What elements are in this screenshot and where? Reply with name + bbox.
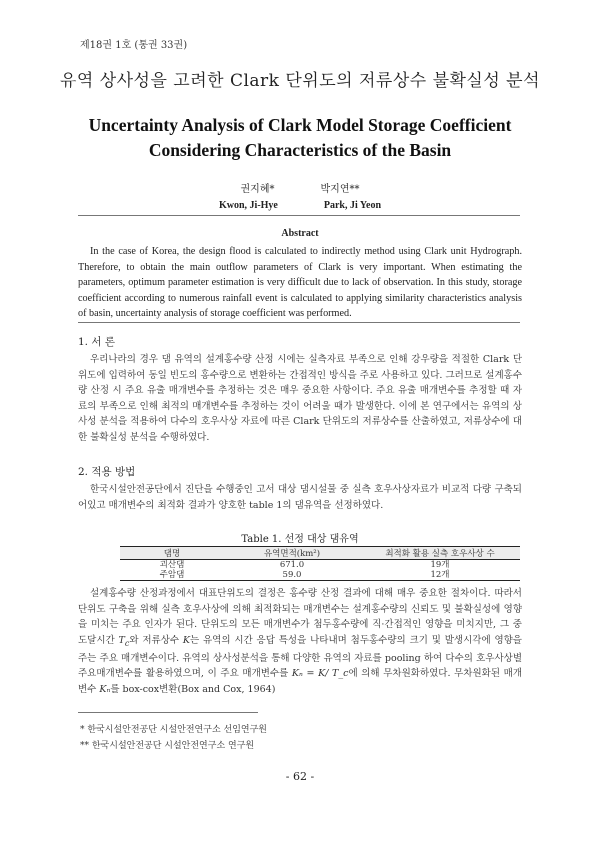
author-block [0, 180, 600, 211]
equation-kn: Kₙ = K/ T_c [291, 668, 349, 680]
table-cell: 괴산댐 [159, 560, 185, 570]
author-1-kr: 권지혜* [240, 184, 275, 195]
table-cell: 59.0 [224, 570, 360, 581]
abstract-heading: Abstract [281, 228, 319, 239]
variable-k: K [182, 634, 190, 646]
variable-tc: $T_c$ [118, 634, 130, 648]
author-2-en: Park, Ji Yeon [323, 200, 382, 211]
body-text: 와 저류상수 [129, 634, 183, 646]
table-header-area: 유역면적(km²) [224, 547, 360, 560]
author-2-kr: 박지연** [320, 184, 360, 195]
footnote-1: * 한국시설안전공단 시설안전연구소 선임연구원 [80, 725, 267, 735]
table-cell: 19개 [430, 560, 450, 570]
table-cell: 12개 [360, 570, 520, 581]
section-2-text: 한국시설안전공단에서 진단을 수행중인 고서 대상 댐시설물 중 실측 호우사상자료가 비교적 다량 구축되어있고 매개변수의 최적화 결과가 양호한 table 1의 댐유역을 선정하였다. [78, 484, 522, 511]
body-text: 는 유역의 시간 응답 특성을 나타내며 첨두홍수량의 크기 및 발생시각에 영향을 주는 주요 매개변수이다. 유역의 상사성분석을 통해 다양한 유역의 자료를 pooling 하여 다수의 호우사상별 주요매개변수를 활용하였으며, 이 주요 매개변수를 [78, 634, 522, 680]
table-header-dam: 댐명 [120, 547, 224, 560]
table-cell: 671.0 [279, 560, 305, 570]
section-1-text: 우리나라의 경우 댐 유역의 설계홍수량 산정 시에는 실측자료 부족으로 인해 강우량을 적절한 Clark 단위도에 입력하여 동일 빈도의 홍수량으로 변환하는 간접적인 방식을 주로 사용하고 있다. 그러므로 설계홍수량 산정 시 주요 유출 매개변수를 추정하는 것은 매우 중요한 사항이다. 주요 유출 매개변수를 추정할 때 자료의 부족으로 인해 최적의 매개변수를 추정하는 것이 어려울 때가 발생한다. 이에 본 연구에서는 유역의 상사성 분석을 적용하여 다수의 호우사상 자료에 따른 Clark 단위도의 저류상수를 산출하였고, 저류상수에 대한 불확실성 분석을 수행하였다. [78, 354, 522, 443]
title-english [60, 113, 540, 163]
table-caption: Table 1. 선정 대상 댐유역 [241, 534, 359, 545]
dam-basin-table [120, 546, 520, 581]
abstract-top-rule [78, 215, 520, 216]
table-row [120, 560, 520, 571]
abstract-text: In the case of Korea, the design flood is calculated to indirectly method using Clark unit Hydrograph. Therefore, to obtain the main outflow parameters of Clark is very important. When estimating the parameters, optimum parameter estimation is very difficult due to lack of observation. In this study, storage coefficient according to numerous rainfall event is calculated to applying similarity characteristics analysis of basin, uncertainty analysis of storage coefficient was performed. [78, 246, 522, 320]
body-text: 를 box-cox변환(Box and Cox, 1964) [110, 683, 276, 695]
title-korean: 유역 상사성을 고려한 Clark 단위도의 저류상수 불확실성 분석 [59, 71, 541, 91]
section-2-text-continued [78, 586, 522, 697]
abstract-bottom-rule [78, 322, 520, 323]
table-header-events: 최적화 활용 실측 호우사상 수 [360, 547, 520, 560]
title-english-line1: Uncertainty Analysis of Clark Model Storage Coefficient [88, 115, 512, 135]
body-text: 에 의해 무차원화하였다. 무차원화된 매개변수 [78, 668, 523, 695]
table-row [120, 570, 520, 581]
running-head: 제18권 1호 (통권 33권) [80, 40, 188, 51]
section-2-heading: 2. 적용 방법 [78, 466, 136, 478]
body-text: 설계홍수량 산정과정에서 대표단위도의 결정은 홍수량 산정 결과에 대해 매우 중요한 절차이다. 따라서 단위도 구축을 위해 실측 호우사상에 의해 최적화되는 매개변수는 설계홍수량의 신뢰도 및 불확실성에 영향을 미치는 주요 인자가 된다. 단위도의 모든 매개변수가 첨두홍수량에 직·간접적인 영향을 미치지만, 그 중 도달시간 [78, 588, 522, 646]
footnote-rule [78, 712, 258, 713]
table-cell: 주암댐 [120, 570, 224, 581]
page-number: - 62 - [285, 770, 315, 783]
footnote-2: ** 한국시설안전공단 시설안전연구소 연구원 [80, 741, 255, 751]
variable-kn: Kₙ [99, 683, 111, 695]
author-1-en: Kwon, Ji-Hye [218, 200, 278, 211]
section-1-heading: 1. 서 론 [78, 336, 115, 348]
title-english-line2: Considering Characteristics of the Basin [148, 140, 452, 160]
